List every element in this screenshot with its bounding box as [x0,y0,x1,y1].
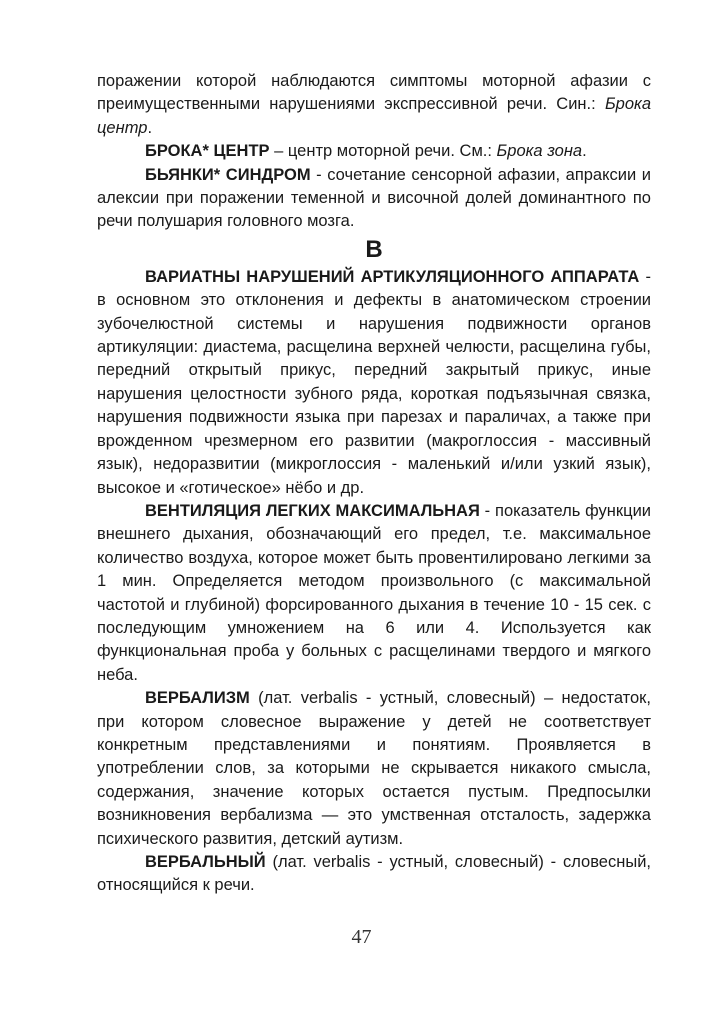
entry-term: ВЕРБАЛИЗМ [145,689,250,708]
entry-term: ВЕРБАЛЬНЫЙ [145,853,266,871]
entry-term: ВЕНТИЛЯЦИЯ ЛЕГКИХ МАКСИМАЛЬНАЯ [145,501,480,520]
entry-bianchi-syndrome: БЬЯНКИ* СИНДРОМ - сочетание сенсорной афазии, апраксии и алексии при поражении теменной и височной долей доминантного по речи полушария головного мозга. [97,165,651,231]
page-body [97,70,651,898]
entry-term: ВАРИАТНЫ НАРУШЕНИЙ АРТИКУЛЯЦИОННОГО АППАРАТА [145,267,640,286]
section-letter-heading: В [365,235,383,263]
paragraph-broca-zone-end: поражении которой наблюдаются симптомы моторной афазии с преимущественными нарушениями экспрессивной речи. Син.: Брока центр. [97,72,651,137]
entry-verbal: ВЕРБАЛЬНЫЙ (лат. verbalis - устный, словесный) - словесный, относящийся к речи. [97,853,651,895]
entry-term: БЬЯНКИ* СИНДРОМ [145,165,311,184]
entry-term: БРОКА* ЦЕНТР [145,142,270,161]
page-number: 47 [351,926,372,948]
entry-articulation-variants: ВАРИАТНЫ НАРУШЕНИЙ АРТИКУЛЯЦИОННОГО АППАРАТА - в основном это отклонения и дефекты в анатомическом строении зубочелюстной системы и нарушения подвижности органов артикуляции: диастема, расщелина верхней челюсти, расщелина губы, передний открытый прикус, передний закрытый прикус, иные нарушения целостности зубного ряда, короткая подъязычная связка, нарушения подвижности языка при парезах и параличах, а также при врожденном чрезмерном его развитии (макроглоссия - массивный язык), недоразвитии (микроглоссия - маленький и/или узкий язык), высокое и «готическое» нёбо и др. [97,267,651,497]
entry-broca-center: БРОКА* ЦЕНТР – центр моторной речи. См.: Брока зона. [145,142,587,161]
cross-reference: Брока зона [496,142,583,161]
entry-verbalism: ВЕРБАЛИЗМ (лат. verbalis - устный, словесный) – недостаток, при котором словесное выражение у детей не соответствует конкретным представлениями и понятиям. Проявляется в употреблении слов, за которыми не скрывается никакого смысла, содержания, значение которых остается пустым. Предпосылки возникновения вербализма — это умственная отсталость, задержка психического развития, детский аутизм. [97,689,651,848]
cross-reference: Брока центр [97,95,651,137]
entry-lung-ventilation: ВЕНТИЛЯЦИЯ ЛЕГКИХ МАКСИМАЛЬНАЯ - показатель функции внешнего дыхания, обозначающий его предел, т.е. максимальное количество воздуха, которое может быть провентилировано легкими за 1 мин. Определяется методом произвольного (с максимальной частотой и глубиной) форсированного дыхания в течение 10 - 15 сек. с последующим умножением на 6 или 4. Используется как функциональная проба у больных с расщелинами твердого и мягкого неба. [97,501,651,684]
